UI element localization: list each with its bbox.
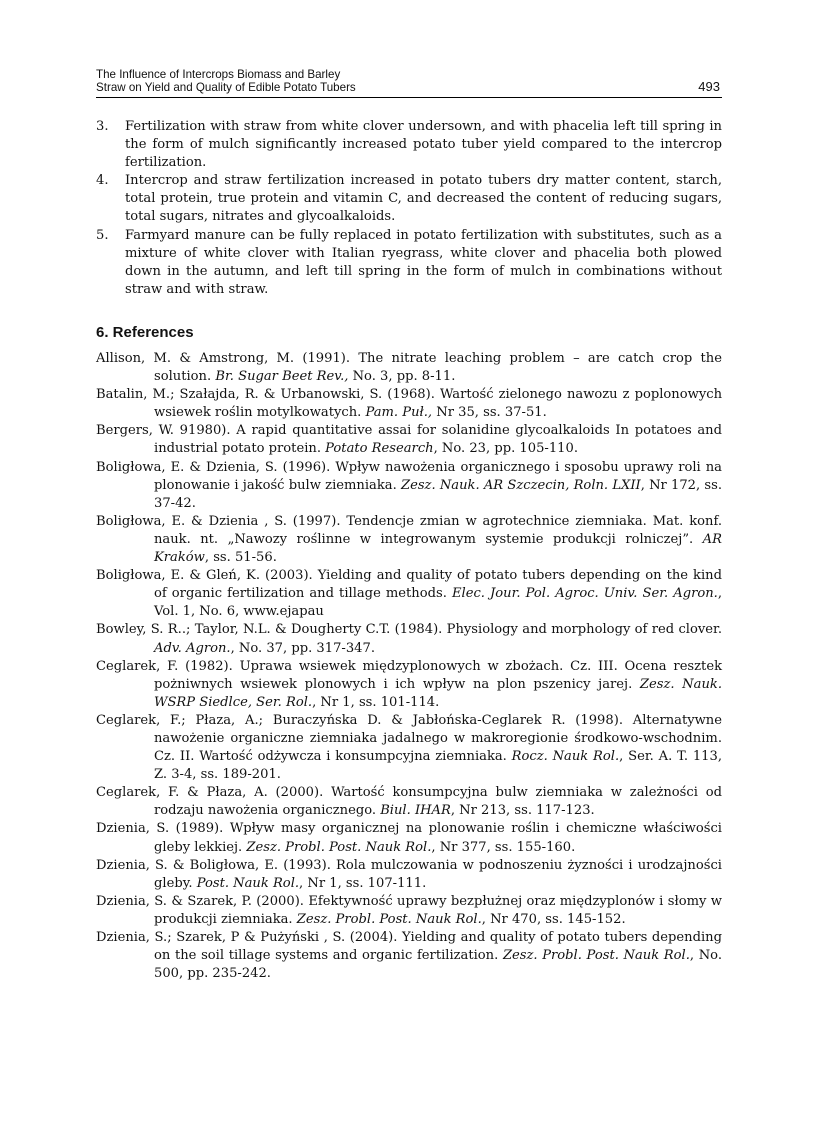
conclusion-number: 4. xyxy=(96,173,109,189)
reference-text: Allison, M. & Amstrong, M. (1991). The nitrate leaching problem – are catch crop the solution. xyxy=(96,351,722,385)
header-title-line1: The Influence of Intercrops Biomass and Barley xyxy=(96,68,341,81)
section-title: 6. References xyxy=(96,324,194,341)
reference-text: Boligłowa, E. & Dzienia , S. (1997). Tendencje zmian w agrotechnice ziemniaka. Mat. konf. nauk. nt. „Nawozy roślinne w integrowanym systemie produkcji rolniczej”. xyxy=(96,513,722,547)
conclusion-item xyxy=(96,172,722,226)
reference-text: Dzienia, S. & Boligłowa, E. (1993). Rola mulczowania w podnoszeniu żyzności i urodzajności gleby. xyxy=(96,857,722,891)
reference-source: Zesz. Nauk. WSRP Siedlce, Ser. Rol. xyxy=(154,676,722,710)
reference-source: Post. Nauk Rol. xyxy=(196,875,300,891)
reference-entry xyxy=(96,513,722,567)
conclusions-list xyxy=(96,118,722,299)
reference-text: Bergers, W. 91980). A rapid quantitative assai for solanidine glycoalkaloids In potatoes and industrial potato protein. xyxy=(96,423,722,457)
conclusion-number: 3. xyxy=(96,119,109,134)
conclusion-text: Intercrop and straw fertilization increased in potato tubers dry matter content, starch, total protein, true protein and vitamin C, and decreased the content of reducing sugars, total sugars, nitrates and glycoalkaloids. xyxy=(125,173,722,225)
reference-details: , No. 23, pp. 105-110. xyxy=(433,441,578,457)
reference-text: Ceglarek, F. & Płaza, A. (2000). Wartość konsumpcyjna bulw ziemniaka w zależności od rodzaju nawożenia organicznego. xyxy=(96,785,722,819)
reference-text: Dzienia, S. & Szarek, P. (2000). Efektywność uprawy bezpłużnej oraz międzyplonów i słomy w produkcji ziemniaka. xyxy=(96,893,722,927)
reference-text: Dzienia, S. (1989). Wpływ masy organicznej na plonowanie roślin i chemiczne właściwości gleby lekkiej. xyxy=(96,821,722,855)
reference-text: Ceglarek, F. (1982). Uprawa wsiewek międzyplonowych w zbożach. Cz. III. Ocena resztek pożniwnych wsiewek plonowych i ich wpływ na plon pszenicy jarej. xyxy=(96,658,722,692)
reference-entry xyxy=(96,386,722,422)
reference-details: , Ser. A. T. 113, Z. 3-4, ss. 189-201. xyxy=(154,749,722,783)
conclusion-text: Farmyard manure can be fully replaced in potato fertilization with substitutes, such as a mixture of white clover with Italian ryegrass, white clover and phacelia both plowed down in the autumn, and left till spring in the form of mulch in combinations without straw and with straw. xyxy=(125,227,722,297)
reference-details: , Nr 470, ss. 145-152. xyxy=(481,911,626,927)
reference-source: Potato Research xyxy=(325,441,434,457)
reference-text: Batalin, M.; Szałajda, R. & Urbanowski, S. (1968). Wartość zielonego nawozu z poplonowych wsiewek roślin motylkowatych. xyxy=(96,387,722,421)
reference-entry xyxy=(96,712,722,784)
reference-source: Zesz. Probl. Post. Nauk Rol. xyxy=(246,839,432,855)
references-list xyxy=(96,350,722,983)
reference-text: Boligłowa, E. & Dzienia, S. (1996). Wpływ nawożenia organicznego i sposobu uprawy roli na plonowanie i jakość bulw ziemniaka. xyxy=(96,459,722,493)
reference-entry xyxy=(96,893,722,929)
reference-entry xyxy=(96,784,722,820)
reference-details: , Nr 1, ss. 107-111. xyxy=(299,875,427,891)
reference-details: , No. 500, pp. 235-242. xyxy=(154,948,722,982)
reference-text: Dzienia, S.; Szarek, P & Pużyński , S. (2004). Yielding and quality of potato tubers depending on the soil tillage systems and organic fertilization. xyxy=(96,930,722,964)
reference-details: , ss. 51-56. xyxy=(204,550,277,566)
reference-entry xyxy=(96,422,722,458)
reference-details: , No. 37, pp. 317-347. xyxy=(230,640,375,656)
reference-source: Br. Sugar Beet Rev., xyxy=(215,369,349,385)
reference-details: , Nr 377, ss. 155-160. xyxy=(431,839,576,855)
reference-source: Zesz. Probl. Post. Nauk Rol. xyxy=(296,911,482,927)
running-header xyxy=(96,68,722,98)
conclusion-item xyxy=(96,118,722,172)
reference-entry xyxy=(96,459,722,513)
reference-source: Zesz. Probl. Post. Nauk Rol. xyxy=(502,948,690,964)
reference-details: No. 3, pp. 8-11. xyxy=(348,369,456,385)
reference-source: Elec. Jour. Pol. Agroc. Univ. Ser. Agron. xyxy=(451,586,718,602)
conclusion-text: Fertilization with straw from white clover undersown, and with phacelia left till spring in the form of mulch significantly increased potato tuber yield compared to the intercrop fertilization. xyxy=(125,119,722,171)
reference-details: , Nr 1, ss. 101-114. xyxy=(312,694,440,710)
reference-details: Nr 35, ss. 37-51. xyxy=(432,405,547,421)
conclusion-number: 5. xyxy=(96,227,109,243)
reference-text: Ceglarek, F.; Płaza, A.; Buraczyńska D. & Jabłońska-Ceglarek R. (1998). Alternatywne nawożenie organiczne ziemniaka jadalnego w makroregionie środkowo-wschodnim. Cz. II. Wartość odżywcza i konsumpcyjna ziemniaka. xyxy=(96,712,722,765)
conclusion-item xyxy=(96,227,722,299)
page-number: 493 xyxy=(698,79,720,95)
header-title-line2: Straw on Yield and Quality of Edible Potato Tubers xyxy=(96,81,356,95)
reference-details: , Nr 213, ss. 117-123. xyxy=(450,803,595,819)
reference-entry xyxy=(96,820,722,856)
reference-entry xyxy=(96,621,722,657)
reference-entry xyxy=(96,929,722,983)
reference-source: Zesz. Nauk. AR Szczecin, Roln. LXII xyxy=(400,477,641,493)
reference-source: AR Kraków xyxy=(154,531,722,566)
reference-text: Bowley, S. R..; Taylor, N.L. & Dougherty C.T. (1984). Physiology and morphology of red clover. xyxy=(96,622,722,638)
reference-details: , Vol. 1, No. 6, www.ejapau xyxy=(154,586,723,620)
reference-details: , Nr 172, ss. 37-42. xyxy=(154,477,722,511)
reference-source: Pam. Puł., xyxy=(365,405,433,421)
reference-source: Adv. Agron. xyxy=(154,640,231,656)
reference-source: Biul. IHAR xyxy=(380,803,451,819)
reference-source: Rocz. Nauk Rol. xyxy=(511,749,620,765)
reference-entry xyxy=(96,350,722,386)
reference-entry xyxy=(96,658,722,712)
reference-text: Boligłowa, E. & Gleń, K. (2003). Yielding and quality of potato tubers depending on the kind of organic fertilization and tillage methods. xyxy=(96,568,722,602)
reference-entry xyxy=(96,567,722,621)
reference-entry xyxy=(96,857,722,893)
